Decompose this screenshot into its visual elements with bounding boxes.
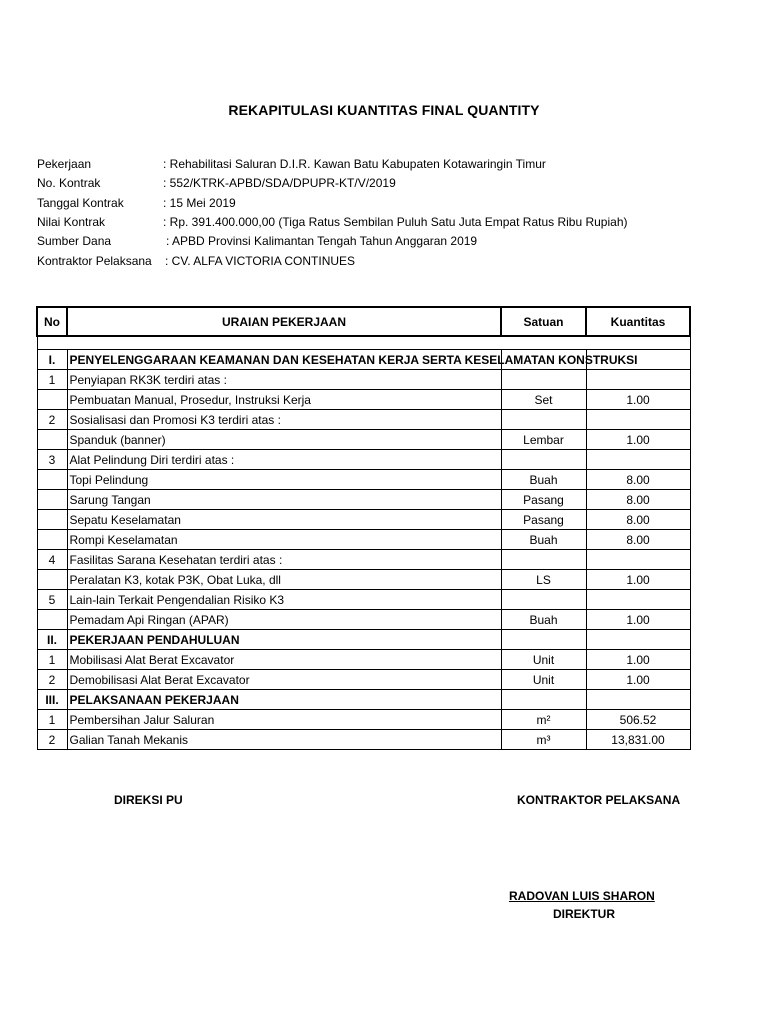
cell-uraian: Demobilisasi Alat Berat Excavator [67,670,501,690]
cell-satuan [501,550,586,570]
signature-left-title: DIREKSI PU [114,793,183,807]
cell-kuantitas: 8.00 [586,510,690,530]
cell-uraian: Pemadam Api Ringan (APAR) [67,610,501,630]
cell-no: 2 [37,670,67,690]
info-label: Sumber Dana [37,234,112,248]
cell-no: 5 [37,590,67,610]
cell-kuantitas: 8.00 [586,530,690,550]
cell-no [37,510,67,530]
cell-satuan [501,590,586,610]
cell-uraian: Lain-lain Terkait Pengendalian Risiko K3 [67,590,501,610]
cell-kuantitas [586,550,690,570]
table-row [37,370,690,390]
cell-kuantitas [586,630,690,650]
cell-kuantitas: 506.52 [586,710,690,730]
cell-satuan: m² [501,710,586,730]
cell-kuantitas [586,690,690,710]
cell-uraian: PENYELENGGARAAN KEAMANAN DAN KESEHATAN KERJA SERTA KESELAMATAN KONSTRUKSI [67,350,501,370]
table-row [37,690,690,710]
cell-uraian: PEKERJAAN PENDAHULUAN [67,630,501,650]
table-header-row [37,307,690,336]
cell-kuantitas: 1.00 [586,650,690,670]
cell-uraian: Pembersihan Jalur Saluran [67,710,501,730]
cell-uraian: Peralatan K3, kotak P3K, Obat Luka, dll [67,570,501,590]
document-title: REKAPITULASI KUANTITAS FINAL QUANTITY [228,102,540,118]
cell-satuan: Pasang [501,510,586,530]
cell-uraian: Alat Pelindung Diri terdiri atas : [67,450,501,470]
cell-no: 1 [37,710,67,730]
table-row [37,730,690,750]
cell-kuantitas: 1.00 [586,390,690,410]
info-label: Nilai Kontrak [37,215,106,229]
table-row [37,450,690,470]
cell-no: 2 [37,730,67,750]
signature-right-name: RADOVAN LUIS SHARON [509,889,655,903]
table-row [37,430,690,450]
cell-kuantitas: 1.00 [586,670,690,690]
cell-satuan: m³ [501,730,586,750]
cell-satuan [501,630,586,650]
cell-satuan [501,690,586,710]
cell-kuantitas [586,450,690,470]
cell-no: II. [37,630,67,650]
table-row [37,510,690,530]
cell-kuantitas: 1.00 [586,430,690,450]
cell-uraian: Rompi Keselamatan [67,530,501,550]
info-value: : APBD Provinsi Kalimantan Tengah Tahun Anggaran 2019 [166,234,478,248]
cell-no [37,570,67,590]
cell-satuan: Buah [501,470,586,490]
cell-kuantitas: 8.00 [586,490,690,510]
table-row [37,710,690,730]
cell-kuantitas: 8.00 [586,470,690,490]
cell-no: 2 [37,410,67,430]
info-label: No. Kontrak [37,176,101,190]
cell-satuan [501,410,586,430]
cell-satuan: Unit [501,650,586,670]
info-value: : 15 Mei 2019 [163,196,236,210]
cell-no [37,430,67,450]
cell-uraian: PELAKSANAAN PEKERJAAN [67,690,501,710]
cell-kuantitas [586,370,690,390]
cell-uraian: Spanduk (banner) [67,430,501,450]
cell-satuan [501,370,586,390]
cell-uraian: Galian Tanah Mekanis [67,730,501,750]
cell-satuan: Unit [501,670,586,690]
cell-uraian: Fasilitas Sarana Kesehatan terdiri atas : [67,550,501,570]
header-kuantitas: Kuantitas [586,307,690,336]
cell-no: 4 [37,550,67,570]
table-row [37,630,690,650]
table-row [37,490,690,510]
table-row [37,610,690,630]
cell-no: 1 [37,650,67,670]
cell-uraian: Sepatu Keselamatan [67,510,501,530]
cell-kuantitas: 13,831.00 [586,730,690,750]
table-row [37,550,690,570]
table-row [37,530,690,550]
cell-kuantitas [586,410,690,430]
cell-kuantitas: 1.00 [586,610,690,630]
signature-right-title: KONTRAKTOR PELAKSANA [517,793,681,807]
table-row [37,670,690,690]
cell-no: 3 [37,450,67,470]
cell-satuan: Buah [501,530,586,550]
cell-no: I. [37,350,67,370]
cell-no: 1 [37,370,67,390]
info-label: Pekerjaan [37,157,92,171]
cell-satuan: LS [501,570,586,590]
cell-uraian: Sosialisasi dan Promosi K3 terdiri atas : [67,410,501,430]
table-body [37,350,690,750]
cell-uraian: Mobilisasi Alat Berat Excavator [67,650,501,670]
cell-uraian: Sarung Tangan [67,490,501,510]
table-row [37,350,690,370]
cell-no [37,530,67,550]
quantity-table [36,306,691,750]
info-label: Tanggal Kontrak [37,196,124,210]
table-row [37,590,690,610]
cell-satuan [501,450,586,470]
cell-uraian: Penyiapan RK3K terdiri atas : [67,370,501,390]
table-row [37,570,690,590]
info-value: : CV. ALFA VICTORIA CONTINUES [165,254,356,268]
table-spacer-row [37,336,690,350]
table-row [37,650,690,670]
header-no: No [37,307,67,336]
cell-kuantitas: 1.00 [586,570,690,590]
cell-satuan: Lembar [501,430,586,450]
info-value: : Rp. 391.400.000,00 (Tiga Ratus Sembilan Puluh Satu Juta Empat Ratus Ribu Rupiah) [163,215,628,229]
table-row [37,470,690,490]
cell-satuan: Pasang [501,490,586,510]
cell-kuantitas [586,590,690,610]
header-uraian: URAIAN PEKERJAAN [67,307,501,336]
cell-satuan: Buah [501,610,586,630]
cell-no [37,470,67,490]
cell-no [37,610,67,630]
info-label: Kontraktor Pelaksana [37,254,152,268]
cell-satuan: Set [501,390,586,410]
cell-uraian: Topi Pelindung [67,470,501,490]
cell-no: III. [37,690,67,710]
header-satuan: Satuan [501,307,586,336]
info-value: : Rehabilitasi Saluran D.I.R. Kawan Batu Kabupaten Kotawaringin Timur [163,157,546,171]
cell-uraian: Pembuatan Manual, Prosedur, Instruksi Kerja [67,390,501,410]
cell-no [37,490,67,510]
cell-no [37,390,67,410]
info-value: : 552/KTRK-APBD/SDA/DPUPR-KT/V/2019 [163,176,396,190]
table-row [37,410,690,430]
signature-right-position: DIREKTUR [553,907,615,921]
table-row [37,390,690,410]
